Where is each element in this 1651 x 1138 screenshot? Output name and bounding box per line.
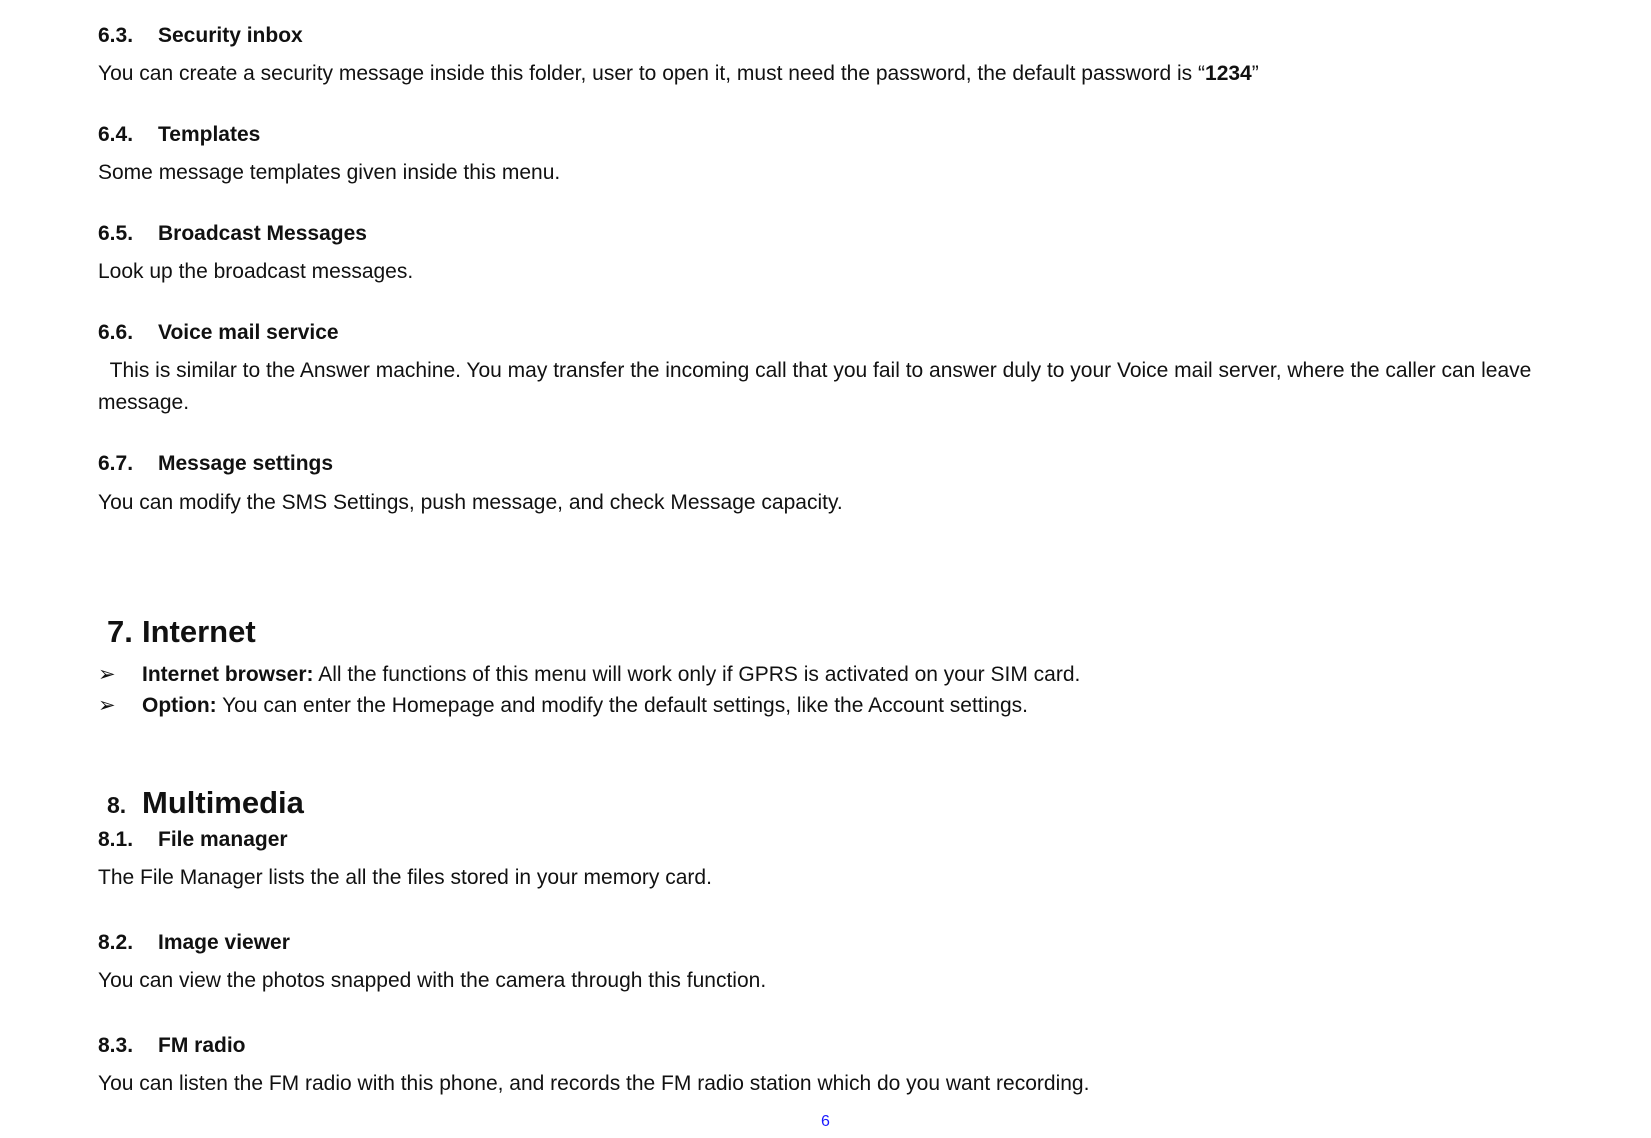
heading-broadcast-messages: [98, 222, 367, 246]
heading-fm-radio: [98, 1034, 246, 1058]
section-number: 8.2.: [98, 931, 134, 954]
section-title: Message settings: [158, 452, 334, 475]
bullet-text: All the functions of this menu will work only if GPRS is activated on your SIM card.: [313, 663, 1081, 686]
paragraph-text: You can create a security message inside this folder, user to open it, must need the password, the default password is “: [98, 62, 1206, 85]
heading-message-settings: [98, 452, 333, 476]
paragraph-message-settings: You can modify the SMS Settings, push message, and check Message capacity.: [98, 491, 843, 514]
chapter-number: 7.: [107, 614, 133, 649]
bullet-text: You can enter the Homepage and modify the default settings, like the Account settings.: [216, 694, 1029, 717]
section-title: Templates: [158, 123, 261, 146]
heading-voice-mail-service: [98, 321, 339, 345]
chapter-number: 8.: [107, 792, 127, 818]
heading-file-manager: [98, 828, 288, 852]
paragraph-security-inbox: [98, 58, 1259, 90]
paragraph-templates: Some message templates given inside this menu.: [98, 161, 561, 184]
paragraph-text-end: ”: [1251, 62, 1259, 85]
bullet-label: Option:: [142, 694, 217, 717]
heading-internet: [107, 614, 256, 650]
paragraph-image-viewer: You can view the photos snapped with the camera through this function.: [98, 969, 767, 992]
chapter-title: Internet: [142, 614, 256, 649]
section-title: Voice mail service: [158, 321, 339, 344]
section-number: 6.4.: [98, 123, 134, 146]
paragraph-broadcast-messages: Look up the broadcast messages.: [98, 260, 414, 283]
section-title: File manager: [158, 828, 288, 851]
section-number: 8.1.: [98, 828, 134, 851]
chapter-title: Multimedia: [142, 785, 304, 820]
default-password: 1234: [1205, 62, 1252, 85]
section-title: FM radio: [158, 1034, 246, 1057]
section-title: Image viewer: [158, 931, 290, 954]
heading-templates: [98, 123, 260, 147]
heading-multimedia: [107, 785, 304, 827]
heading-image-viewer: [98, 931, 290, 955]
section-number: 6.6.: [98, 321, 134, 344]
arrow-bullet-icon: ➢: [98, 694, 116, 717]
section-number: 8.3.: [98, 1034, 134, 1057]
section-title: Broadcast Messages: [158, 222, 367, 245]
paragraph-voice-mail-service: This is similar to the Answer machine. You may transfer the incoming call that you fail to answer duly to your Voice mail server, where the caller can leave message.: [98, 359, 1532, 414]
bullet-option: [98, 691, 1028, 721]
section-title: Security inbox: [158, 24, 303, 47]
paragraph-fm-radio: You can listen the FM radio with this phone, and records the FM radio station which do you want recording.: [98, 1072, 1090, 1095]
page-number: 6: [821, 1113, 830, 1130]
section-number: 6.3.: [98, 24, 134, 47]
bullet-label: Internet browser:: [142, 663, 314, 686]
bullet-internet-browser: [98, 660, 1080, 690]
section-number: 6.5.: [98, 222, 134, 245]
section-number: 6.7.: [98, 452, 134, 475]
arrow-bullet-icon: ➢: [98, 663, 116, 686]
heading-security-inbox: [98, 24, 303, 48]
paragraph-file-manager: The File Manager lists the all the files stored in your memory card.: [98, 866, 712, 889]
